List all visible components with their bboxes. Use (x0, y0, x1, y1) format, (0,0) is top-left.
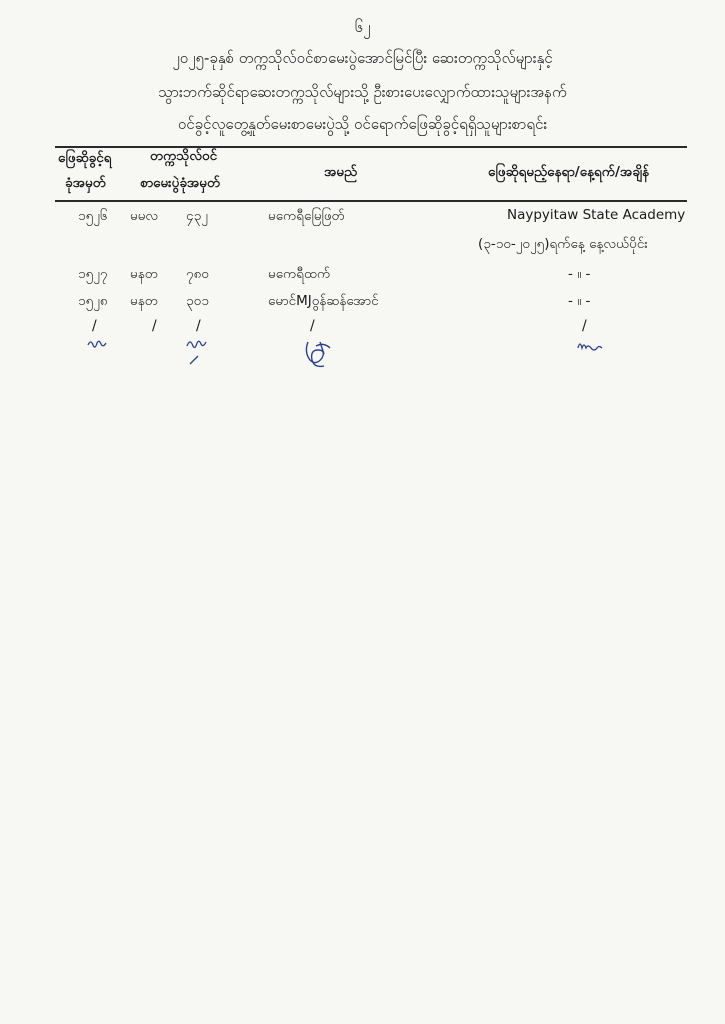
venue-ditto: - ။ - (568, 293, 591, 309)
handwritten-initial (576, 338, 604, 352)
candidate-name: မကေရီမြေဖြတ် (268, 208, 345, 224)
title-line-3: ဝင်ခွင့်လူတွေ့နှုတ်မေးစာမေးပွဲသို့ ဝင်ရောက်ဖြေဆိုခွင့်ရရှိသူများစာရင်း (177, 115, 548, 133)
venue-ditto: - ။ - (568, 266, 591, 282)
roll-number: ၁၅၂၆ (78, 208, 108, 224)
venue: Naypyitaw State Academy (507, 207, 686, 223)
slash-mark: / (310, 318, 315, 334)
venue-date-time: (၃-၁၀-၂၀၂၅)ရက်နေ့ နေ့လယ်ပိုင်း (478, 236, 648, 252)
header-exam-line2: စာမေးပွဲခုံအမှတ် (140, 175, 221, 191)
slash-mark: / (582, 318, 587, 334)
title-line-2: သွားဘက်ဆိုင်ရာဆေးတက္ကသိုလ်များသို့ ဦးစားပေးလျှောက်ထားသူများအနက် (158, 83, 567, 101)
exam-number: ၄၃၂ (186, 208, 208, 224)
exam-number: ၇၈၀ (186, 266, 209, 282)
handwritten-initial (86, 337, 110, 351)
handwritten-initial (184, 334, 214, 370)
candidate-name: မကေရီထက် (268, 266, 331, 282)
exam-prefix: မနတ (130, 293, 158, 309)
header-venue: ဖြေဆိုရမည့်နေရာ/နေ့ရက်/အချိန် (488, 164, 650, 180)
slash-mark: / (92, 318, 97, 334)
header-exam-line1: တက္ကသိုလ်ဝင် (150, 148, 218, 164)
header-roll-line2: ခုံအမှတ် (65, 175, 106, 191)
header-name: အမည် (324, 164, 358, 180)
roll-number: ၁၅၂၈ (78, 293, 108, 309)
title-line-1: ၂၀၂၅-ခုနှစ် တက္ကသိုလ်ဝင်စာမေးပွဲအောင်မြင်ပြီး ဆေးတက္ကသိုလ်များနှင့် (172, 49, 553, 67)
slash-mark: / (196, 318, 201, 334)
exam-prefix: မနတ (130, 266, 158, 282)
slash-mark: / (152, 318, 157, 334)
signature (298, 336, 338, 372)
header-roll-line1: ဖြေဆိုခွင့်ရ (58, 150, 112, 166)
exam-prefix: မမလ (130, 208, 159, 224)
exam-number: ၃၀၁ (186, 293, 209, 309)
roll-number: ၁၅၂၇ (78, 266, 108, 282)
page-number: ၆၂ (354, 18, 371, 36)
candidate-name: မောင်MJဝွန်ဆန်အောင် (268, 293, 379, 309)
table-header-rule (55, 200, 687, 202)
